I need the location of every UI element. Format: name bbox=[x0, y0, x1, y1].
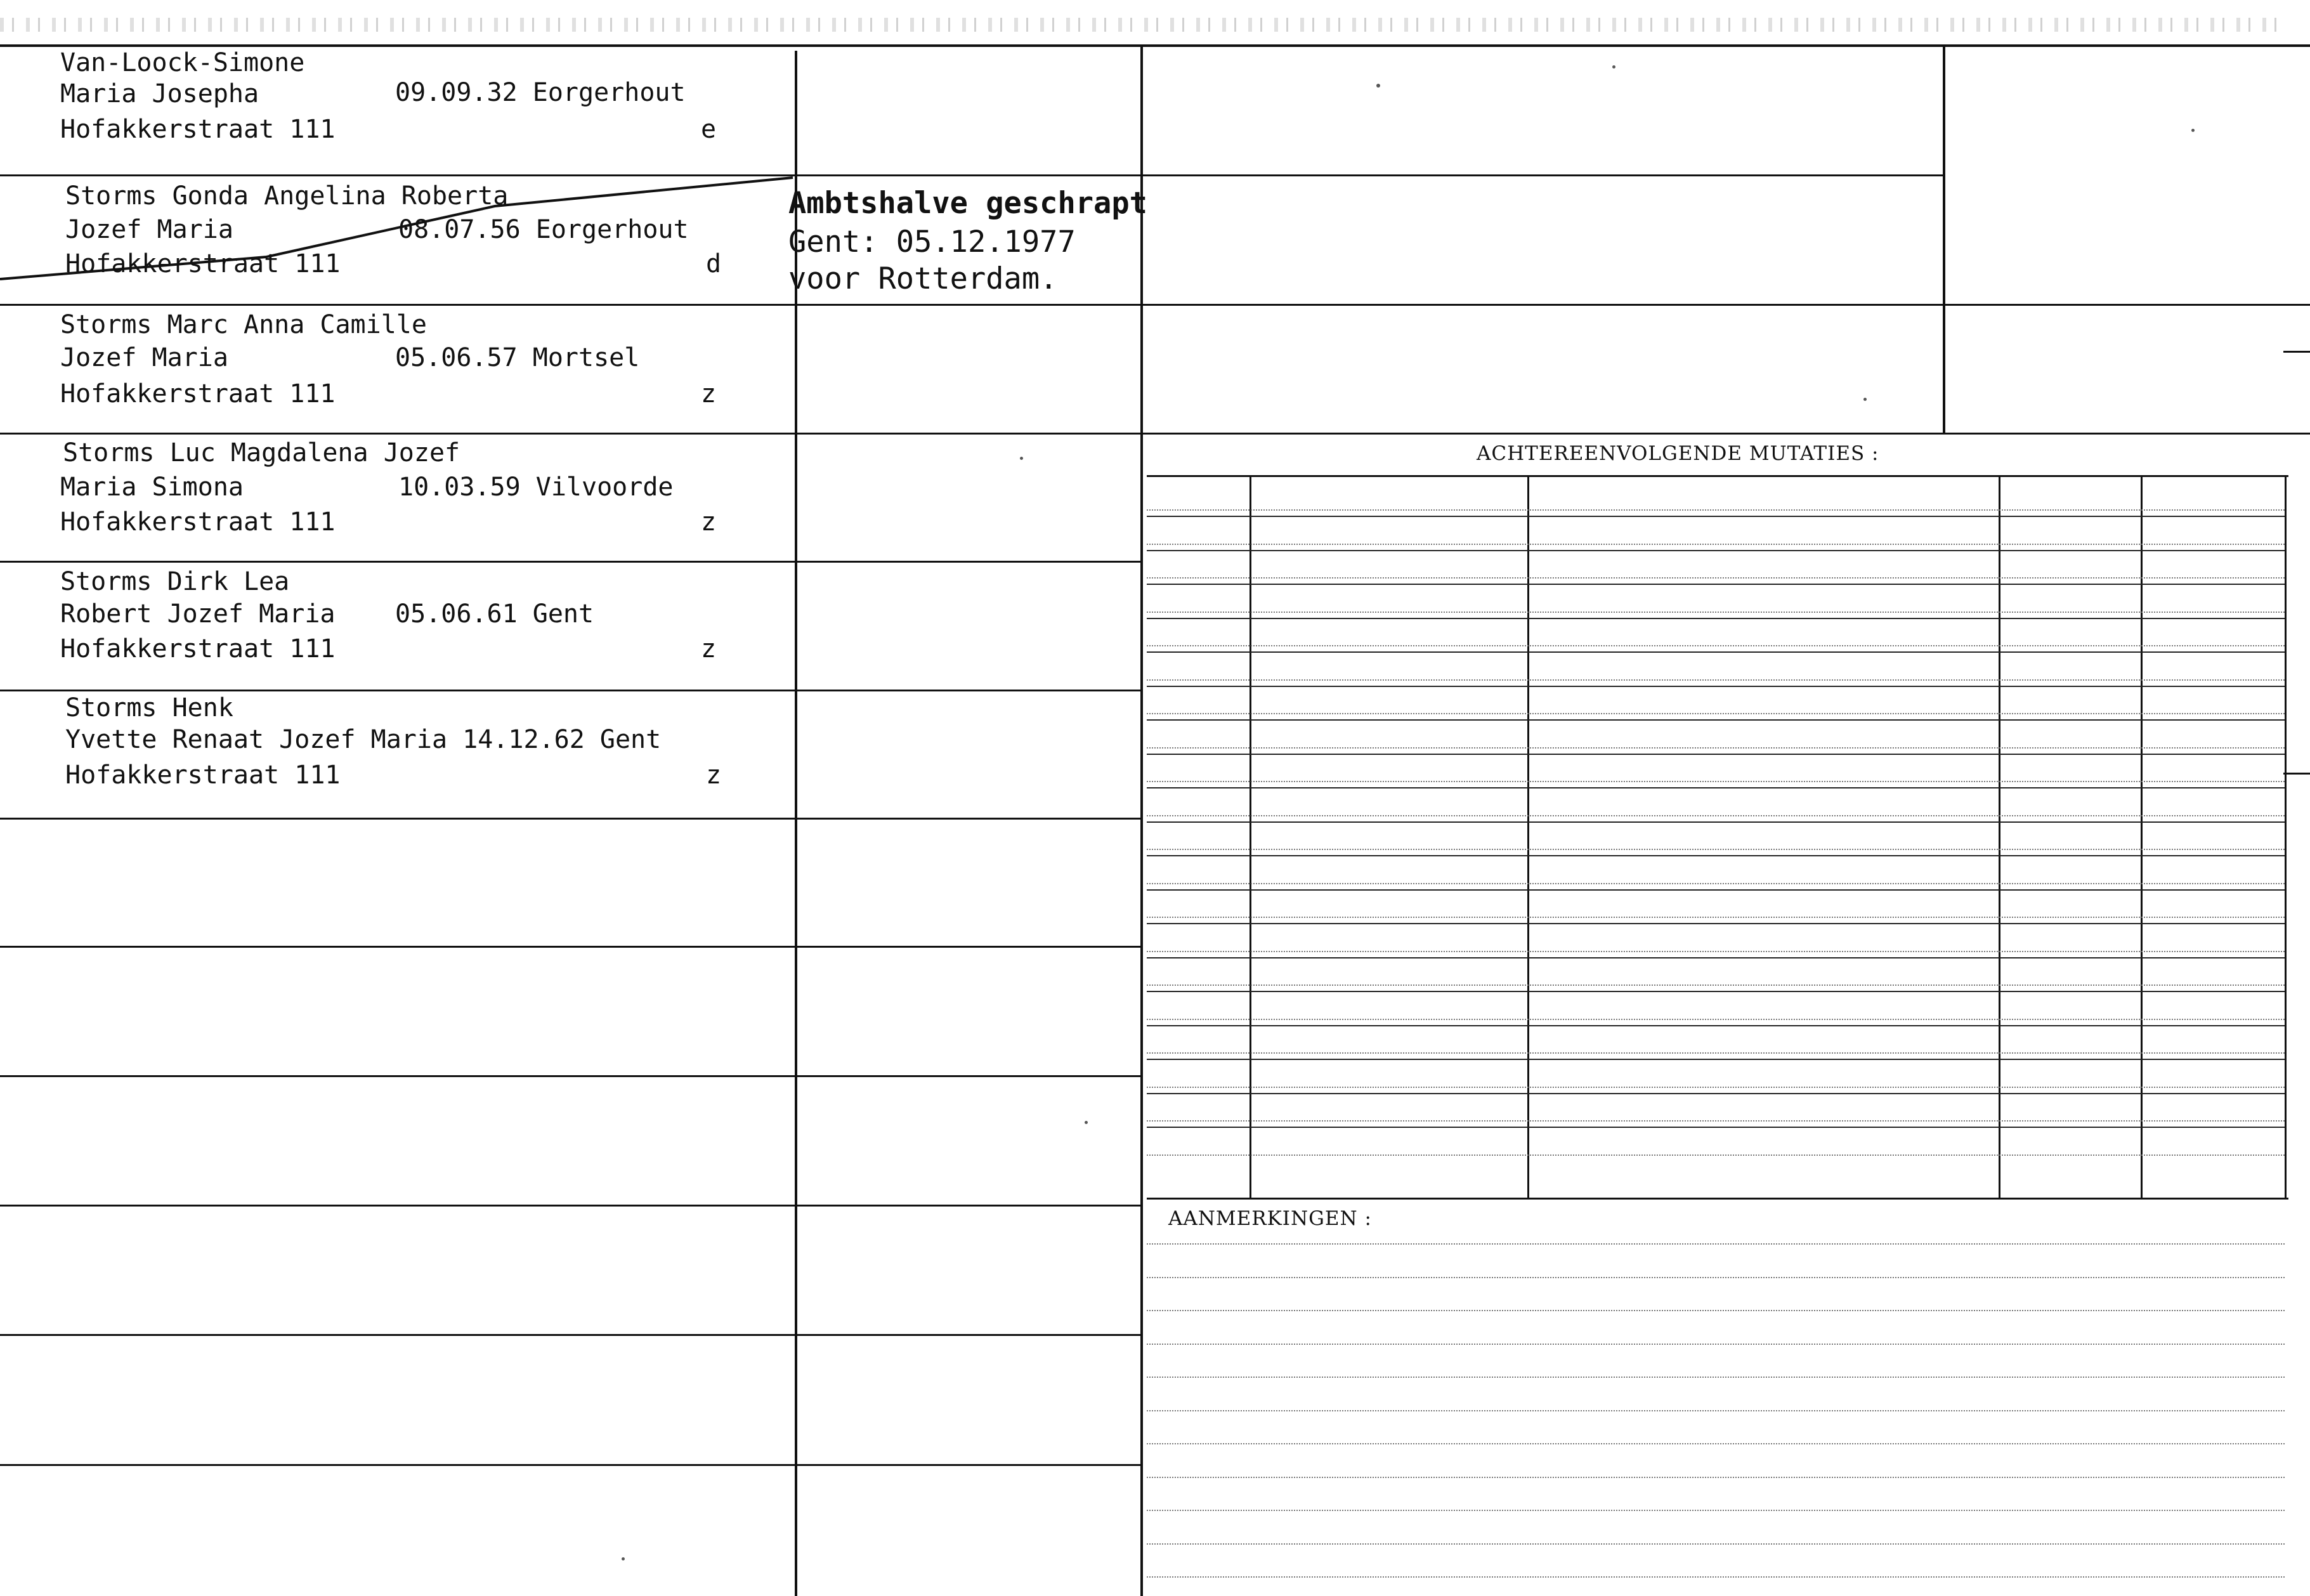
column-divider-3 bbox=[1943, 47, 1945, 434]
mutations-rule-dotted bbox=[1147, 509, 2285, 511]
mutations-rule-dotted bbox=[1147, 1120, 2285, 1122]
entry-name: Storms Gonda Angelina Roberta bbox=[65, 181, 509, 211]
margin-tick bbox=[2283, 773, 2310, 775]
scan-speck bbox=[1612, 65, 1615, 69]
entry-birth-date-place: 08.07.56 Eorgerhout bbox=[398, 215, 689, 244]
margin-tick bbox=[2283, 351, 2310, 353]
right-row-separator bbox=[1140, 433, 2310, 435]
mutations-rule-solid bbox=[1147, 754, 2285, 755]
mutations-rule-solid bbox=[1147, 1025, 2285, 1026]
entry-name: Storms Luc Magdalena Jozef bbox=[63, 438, 460, 468]
mutations-rule-solid bbox=[1147, 584, 2285, 585]
row-separator bbox=[0, 304, 2310, 306]
entry-given-names: Jozef Maria bbox=[65, 215, 233, 244]
mutations-rule-dotted bbox=[1147, 781, 2285, 782]
mutations-rule-solid bbox=[1147, 686, 2285, 687]
mutations-rule-dotted bbox=[1147, 645, 2285, 646]
right-row-separator bbox=[1140, 174, 1945, 176]
entry-name: Storms Henk bbox=[65, 693, 233, 723]
remarks-rule bbox=[1147, 1344, 2285, 1345]
entry-given-names: Maria Simona bbox=[60, 473, 244, 502]
mutations-rule-solid bbox=[1147, 1127, 2285, 1128]
remarks-rule bbox=[1147, 1477, 2285, 1478]
mutations-rule-solid bbox=[1147, 991, 2285, 992]
scan-speck bbox=[1085, 1121, 1088, 1124]
annotation-line-3: voor Rotterdam. bbox=[788, 261, 1058, 296]
mutations-rule-dotted bbox=[1147, 984, 2285, 986]
remarks-header: AANMERKINGEN : bbox=[1168, 1207, 1372, 1230]
remarks-rule bbox=[1147, 1377, 2285, 1378]
remarks-rule bbox=[1147, 1243, 2285, 1245]
row-separator bbox=[0, 1205, 1142, 1207]
top-edge-line bbox=[0, 44, 2310, 47]
entry-code: z bbox=[701, 507, 717, 537]
scan-speck bbox=[1376, 84, 1380, 88]
mutations-rule-solid bbox=[1147, 550, 2285, 551]
entry-name: Storms Dirk Lea bbox=[60, 567, 290, 596]
scan-speck bbox=[622, 1557, 625, 1560]
entry-code: z bbox=[701, 634, 717, 664]
mutations-rule-solid bbox=[1147, 1093, 2285, 1094]
entry-name: Storms Marc Anna Camille bbox=[60, 310, 427, 339]
mutations-rule-dotted bbox=[1147, 612, 2285, 613]
remarks-rule bbox=[1147, 1277, 2285, 1278]
entry-code: z bbox=[701, 379, 717, 409]
entry-given-names: Robert Jozef Maria bbox=[60, 599, 336, 629]
scan-noise-strip bbox=[0, 18, 2283, 32]
entry-name: Van-Loock-Simone bbox=[60, 48, 305, 77]
mutations-rule-solid bbox=[1147, 821, 2285, 823]
remarks-rule bbox=[1147, 1410, 2285, 1411]
row-separator bbox=[0, 818, 1142, 820]
row-separator bbox=[0, 561, 1142, 563]
remarks-rule bbox=[1147, 1310, 2285, 1311]
entry-code: d bbox=[706, 249, 722, 278]
row-separator bbox=[0, 1464, 1142, 1466]
mutations-rule-solid bbox=[1147, 719, 2285, 721]
scan-speck bbox=[1863, 398, 1867, 401]
mutations-rule-dotted bbox=[1147, 815, 2285, 816]
mutations-rule-dotted bbox=[1147, 713, 2285, 714]
mutations-rule-dotted bbox=[1147, 544, 2285, 545]
row-separator bbox=[0, 690, 1142, 691]
entry-address: Hofakkerstraat 111 bbox=[60, 507, 336, 537]
mutations-rule-dotted bbox=[1147, 849, 2285, 850]
entry-birth-date-place: 09.09.32 Eorgerhout bbox=[395, 78, 686, 107]
mutations-rule-solid bbox=[1147, 516, 2285, 517]
mutations-rule-dotted bbox=[1147, 679, 2285, 681]
remarks-rule bbox=[1147, 1443, 2285, 1444]
mutations-col-line bbox=[2285, 476, 2287, 1198]
entry-address: Hofakkerstraat 111 bbox=[65, 249, 341, 278]
mutations-bottom-line bbox=[1147, 1198, 2288, 1200]
mutations-rule-dotted bbox=[1147, 577, 2285, 579]
entry-code: z bbox=[706, 761, 722, 790]
remarks-rule bbox=[1147, 1510, 2285, 1511]
mutations-rule-solid bbox=[1147, 651, 2285, 653]
entry-given-names: Maria Josepha bbox=[60, 79, 259, 108]
annotation-line-2: Gent: 05.12.1977 bbox=[788, 225, 1076, 259]
entry-birth-date-place: 05.06.57 Mortsel bbox=[395, 343, 640, 372]
entry-birth-date-place: 10.03.59 Vilvoorde bbox=[398, 473, 674, 502]
mutations-rule-dotted bbox=[1147, 951, 2285, 952]
mutations-rule-dotted bbox=[1147, 1019, 2285, 1020]
mutations-rule-dotted bbox=[1147, 917, 2285, 918]
mutations-top-line bbox=[1147, 475, 2288, 477]
mutations-rule-solid bbox=[1147, 957, 2285, 958]
entry-birth-date-place: 05.06.61 Gent bbox=[395, 599, 594, 629]
mutations-rule-solid bbox=[1147, 618, 2285, 619]
scan-speck bbox=[1020, 457, 1023, 460]
mutations-rule-dotted bbox=[1147, 1154, 2285, 1156]
mutations-rule-solid bbox=[1147, 889, 2285, 891]
mutations-rule-dotted bbox=[1147, 1087, 2285, 1088]
mutations-rule-solid bbox=[1147, 855, 2285, 856]
mutations-rule-dotted bbox=[1147, 1052, 2285, 1054]
row-separator bbox=[0, 1334, 1142, 1336]
entry-given-names: Jozef Maria bbox=[60, 343, 228, 372]
entry-address: Hofakkerstraat 111 bbox=[60, 115, 336, 144]
column-divider-2 bbox=[1140, 47, 1143, 1596]
mutations-rule-solid bbox=[1147, 923, 2285, 924]
entry-address: Hofakkerstraat 111 bbox=[60, 379, 336, 409]
row-separator bbox=[0, 433, 1142, 435]
entry-address: Hofakkerstraat 111 bbox=[65, 761, 341, 790]
mutations-rule-solid bbox=[1147, 1059, 2285, 1060]
entry-address: Hofakkerstraat 111 bbox=[60, 634, 336, 664]
scan-speck bbox=[2191, 129, 2195, 132]
mutations-rule-dotted bbox=[1147, 883, 2285, 884]
annotation-line-1: Ambtshalve geschrapt bbox=[788, 186, 1147, 221]
mutations-header: ACHTEREENVOLGENDE MUTATIES : bbox=[1477, 442, 1879, 465]
entry-code: e bbox=[701, 115, 717, 144]
mutations-rule-dotted bbox=[1147, 747, 2285, 749]
row-separator bbox=[0, 946, 1142, 948]
remarks-rule bbox=[1147, 1543, 2285, 1545]
strike-through-line bbox=[0, 171, 799, 285]
entry-given-names-date-place: Yvette Renaat Jozef Maria 14.12.62 Gent bbox=[65, 725, 662, 754]
mutations-rule-solid bbox=[1147, 787, 2285, 788]
row-separator bbox=[0, 1075, 1142, 1077]
remarks-rule bbox=[1147, 1576, 2285, 1578]
